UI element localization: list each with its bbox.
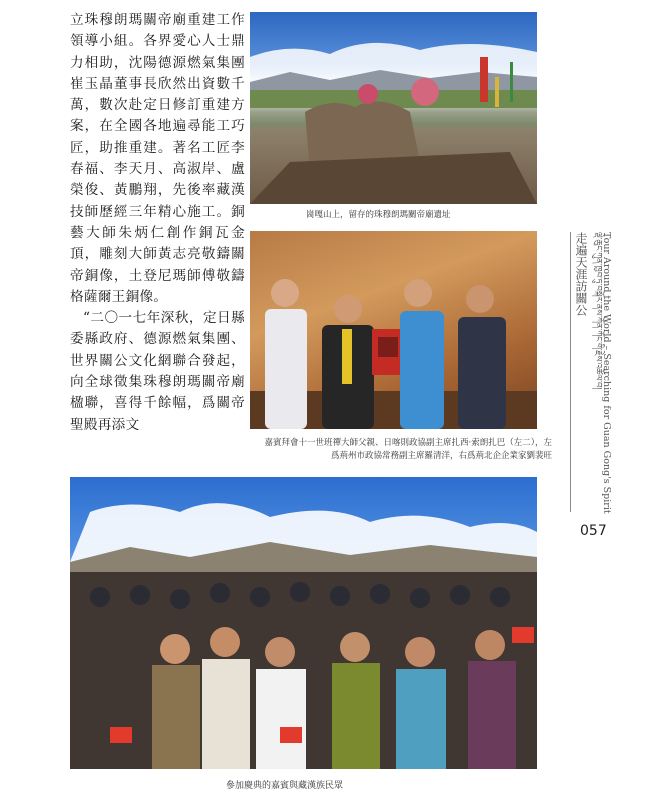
ruins-photo-illustration <box>250 12 537 204</box>
group-photo <box>250 231 537 429</box>
ruins-photo <box>250 12 537 204</box>
photo1-caption: 崗嘎山上，留存的珠穆朗瑪關帝廟遺址 <box>306 210 451 220</box>
crowd-photo <box>70 477 537 769</box>
body-text-column <box>70 10 245 436</box>
photo2-caption: 嘉賓拜會十一世班禪大師父親、日喀則政協副主席扎西·索朗扎巴（左二），左爲荊州市政協常務副主席羅清洋，右爲荊北企企業家劉裴旺 <box>264 438 552 461</box>
side-title-chinese: 走遍天涯訪關公 <box>574 232 588 316</box>
side-title-english: Tour Around the World – Searching for Guan Gong's Spirit <box>601 232 612 514</box>
group-photo-illustration <box>250 231 537 429</box>
side-divider <box>570 232 571 512</box>
side-title-tibetan: ལྡེ་ཆུང་ཀུན་ཁྱབ་ཏུ་བསྐོར་ནས་ཀོན་ཀོང་གི་རྗེས་འཚོལ་བ། <box>593 232 603 390</box>
crowd-photo-illustration <box>70 477 537 769</box>
photo3-caption: 參加慶典的嘉賓與藏漢族民眾 <box>226 781 344 791</box>
page-number: 057 <box>580 523 607 539</box>
paragraph-1: 立珠穆朗瑪關帝廟重建工作領導小組。各界愛心人士鼎力相助，沈陽德源燃氣集團崔玉晶董事長欣然出資數千萬，數次赴定日修訂重建方案，在全國各地遍尋能工巧匠，助推重建。著名工匠李春福、李天月、高淑岸、盧榮俊、黃鵬翔，先後率藏漢技師歷經三年精心施工。銅藝大師朱炳仁創作銅瓦金頂，雕刻大師黃志亮敬鑄關帝銅像，土登尼瑪師傅敬鑄格薩爾王銅像。 <box>70 12 245 305</box>
paragraph-2: “二〇一七年深秋，定日縣委縣政府、德源燃氣集團、世界關公文化網聯合發起，向全球徵集珠穆朗瑪關帝廟楹聯，喜得千餘幅，爲關帝聖殿再添文 <box>70 310 245 433</box>
